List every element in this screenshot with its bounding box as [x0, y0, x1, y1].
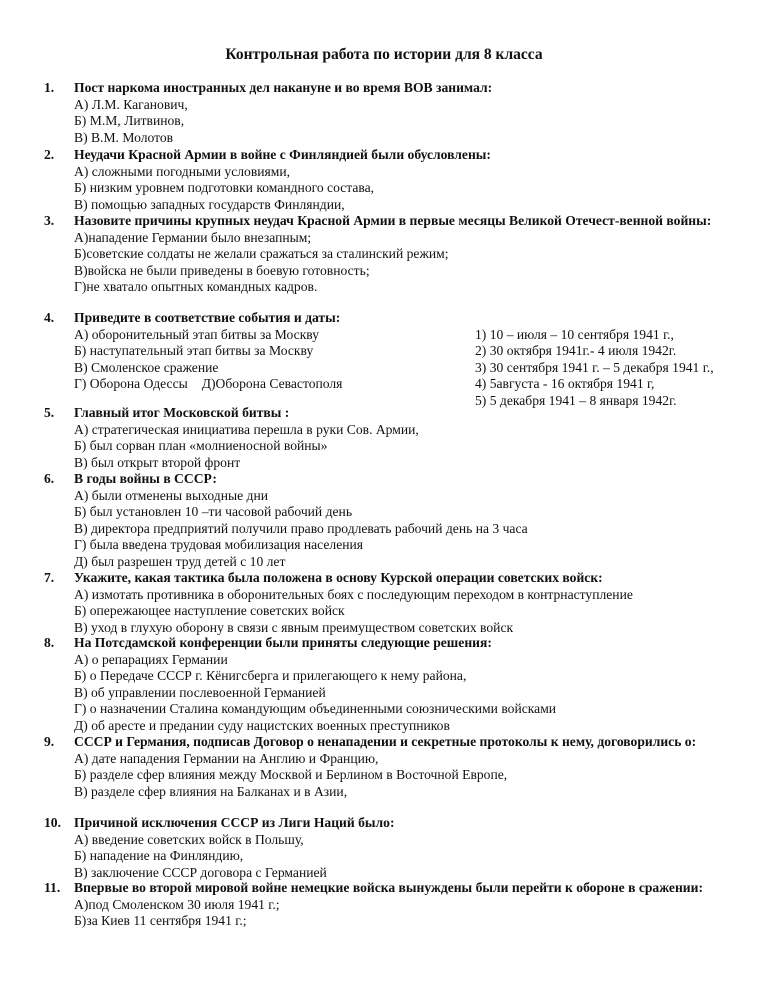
question-text: В годы войны в СССР:: [74, 471, 217, 486]
question-text: Причиной исключения СССР из Лиги Наций было:: [74, 815, 395, 830]
question-text: Укажите, какая тактика была положена в основу Курской операции советских войск:: [74, 570, 603, 585]
answer-option: А)под Смоленском 30 июля 1941 г.;: [74, 896, 280, 912]
answer-option: Г)не хватало опытных командных кадров.: [74, 279, 318, 295]
question-number: 4.: [44, 310, 55, 325]
question-11: [44, 880, 752, 930]
question-text: Приведите в соответствие события и даты:: [74, 310, 341, 325]
event-item: Г) Оборона Одессы: [74, 376, 188, 392]
question-7: [44, 570, 752, 636]
matching-columns: [74, 327, 752, 410]
question-text: Неудачи Красной Армии в войне с Финляндией были обусловлены:: [74, 147, 491, 162]
event-item: Б) наступательный этап битвы за Москву: [74, 343, 314, 359]
question-number: 7.: [44, 570, 55, 585]
question-number: 11.: [44, 880, 61, 895]
answer-option: А)нападение Германии было внезапным;: [74, 229, 312, 245]
question-8: [44, 635, 752, 735]
question-number: 9.: [44, 734, 55, 749]
answer-option: В) разделе сфер влияния на Балканах и в Азии,: [74, 783, 348, 799]
answer-option: В) директора предприятий получили право продлевать рабочий день на 3 часа: [74, 520, 528, 536]
question-number: 3.: [44, 213, 55, 228]
question-9: [44, 734, 752, 800]
answer-option: А) были отменены выходные дни: [74, 487, 269, 503]
question-text: СССР и Германия, подписав Договор о ненападении и секретные протоколы к нему, договорились о:: [74, 734, 697, 749]
question-number: 10.: [44, 815, 61, 830]
question-number: 2.: [44, 147, 55, 162]
question-10: [44, 815, 752, 881]
event-item: А) оборонительный этап битвы за Москву: [74, 326, 320, 342]
answer-option: Б) о Передаче СССР г. Кёнигсберга и прилегающего к нему района,: [74, 668, 467, 684]
event-item: Д)Оборона Севастополя: [201, 376, 343, 392]
dates-column: [475, 327, 714, 410]
question-number: 5.: [44, 405, 55, 420]
answer-option: Б) был установлен 10 –ти часовой рабочий день: [74, 504, 353, 520]
question-number: 8.: [44, 635, 55, 650]
question-text: Впервые во второй мировой войне немецкие войска вынуждены были перейти к обороне в сражении:: [74, 880, 703, 895]
question-4: [44, 310, 752, 410]
answer-option: Д) был разрешен труд детей с 10 лет: [74, 553, 286, 569]
page-title: Контрольная работа по истории для 8 класса: [225, 46, 543, 63]
question-3: [44, 213, 752, 296]
events-column: [74, 327, 342, 393]
question-text: Пост наркома иностранных дел накануне и во время ВОВ занимал:: [74, 80, 493, 95]
question-text: На Потсдамской конференции были приняты следующие решения:: [74, 635, 492, 650]
answer-option: А) о репарациях Германии: [74, 651, 228, 667]
question-6: [44, 471, 752, 571]
answer-option: Б) был сорван план «молниеносной войны»: [74, 438, 328, 454]
question-2: [44, 147, 752, 213]
date-item: 3) 30 сентября 1941 г. – 5 декабря 1941 г.,: [475, 359, 714, 375]
answer-option: Б)за Киев 11 сентября 1941 г.;: [74, 913, 247, 929]
answer-option: Д) об аресте и предании суду нацистских военных преступников: [74, 717, 450, 733]
date-item: 1) 10 – июля – 10 сентября 1941 г.,: [475, 326, 674, 342]
answer-option: В) В.М. Молотов: [74, 129, 174, 145]
answer-option: Б) опережающее наступление советских войск: [74, 603, 345, 619]
answer-option: Б) М.М, Литвинов,: [74, 113, 185, 129]
answer-option: В) об управлении послевоенной Германией: [74, 684, 326, 700]
answer-option: В)войска не были приведены в боевую готовность;: [74, 262, 370, 278]
answer-option: Б) разделе сфер влияния между Москвой и Берлином в Восточной Европе,: [74, 767, 508, 783]
answer-option: Б)советские солдаты не желали сражаться за сталинский режим;: [74, 246, 449, 262]
question-1: [44, 80, 752, 146]
question-5: [44, 405, 752, 471]
question-text: Главный итог Московской битвы :: [74, 405, 290, 420]
answer-option: Г) была введена трудовая мобилизация населения: [74, 537, 364, 553]
answer-option: В) заключение СССР договора с Германией: [74, 864, 327, 880]
event-item: В) Смоленское сражение: [74, 359, 219, 375]
question-text: Назовите причины крупных неудач Красной Армии в первые месяцы Великой Отечест-венной войны:: [74, 213, 712, 228]
date-item: 4) 5августа - 16 октября 1941 г,: [475, 376, 655, 392]
answer-option: В) уход в глухую оборону в связи с явным преимуществом советских войск: [74, 619, 514, 635]
answer-option: Б) низким уровнем подготовки командного состава,: [74, 180, 375, 196]
question-number: 1.: [44, 80, 55, 95]
date-item: 2) 30 октября 1941г.- 4 июля 1942г.: [475, 343, 677, 359]
answer-option: Г) о назначении Сталина командующим объединенными союзническими войсками: [74, 701, 557, 717]
answer-option: А) введение советских войск в Польшу,: [74, 831, 304, 847]
answer-option: В) помощью западных государств Финляндии,: [74, 196, 345, 212]
answer-option: А) измотать противника в оборонительных боях с последующим переходом в контрнаступление: [74, 586, 633, 602]
event-item-pair: [74, 376, 342, 393]
answer-option: А) дате нападения Германии на Англию и Францию,: [74, 750, 379, 766]
date-item: 5) 5 декабря 1941 – 8 января 1942г.: [475, 392, 677, 408]
answer-option: А) сложными погодными условиями,: [74, 163, 291, 179]
answer-option: А) Л.М. Каганович,: [74, 96, 188, 112]
question-number: 6.: [44, 471, 55, 486]
answer-option: В) был открыт второй фронт: [74, 454, 241, 470]
answer-option: А) стратегическая инициатива перешла в руки Сов. Армии,: [74, 421, 419, 437]
answer-option: Б) нападение на Финляндию,: [74, 848, 244, 864]
